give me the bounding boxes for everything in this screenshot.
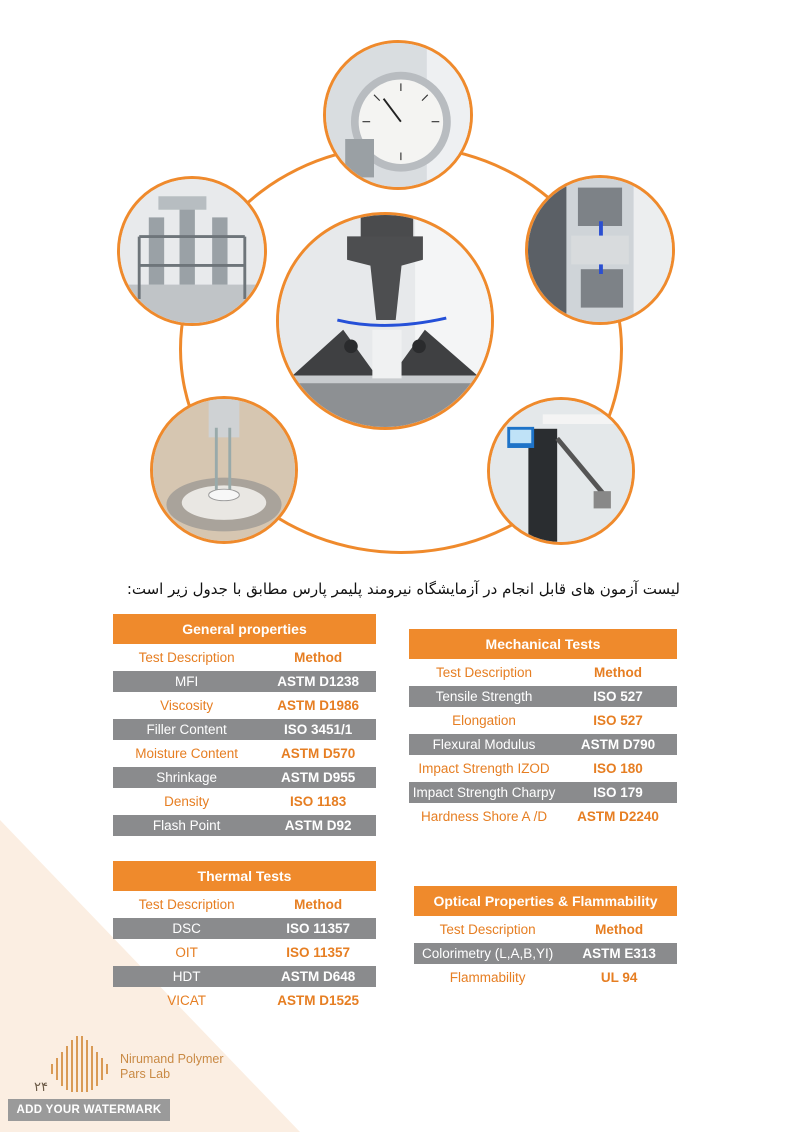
table-row: [414, 943, 677, 964]
test-method: ASTM E313: [582, 946, 656, 961]
test-description: Density: [164, 794, 210, 809]
header-method: Method: [294, 650, 343, 665]
test-description: Impact Strength Charpy: [412, 785, 556, 800]
test-method: ISO 179: [593, 785, 643, 800]
table-row: [113, 990, 376, 1011]
test-method: ASTM D790: [580, 737, 656, 752]
table-row: [409, 686, 677, 707]
table-title: Optical Properties & Flammability: [414, 886, 677, 916]
table-row: [113, 719, 376, 740]
table-row: [409, 782, 677, 803]
table-intro-heading: لیست آزمون های قابل انجام در آزمایشگاه نیرومند پلیمر پارس مطابق با جدول زیر است:: [126, 580, 680, 598]
table-row: [113, 942, 376, 963]
table-row: [409, 734, 677, 755]
test-description: Tensile Strength: [435, 689, 533, 704]
test-description: Viscosity: [160, 698, 214, 713]
test-description: Impact Strength IZOD: [418, 761, 550, 776]
table-header-row: [409, 662, 677, 683]
test-description: Shrinkage: [156, 770, 218, 785]
table-row: [113, 767, 376, 788]
melt-flow-apparatus-photo: [117, 176, 267, 326]
test-description: Elongation: [452, 713, 516, 728]
test-method: ISO 180: [593, 761, 643, 776]
page-number: ۲۴: [34, 1080, 48, 1095]
logo-line-1: Nirumand Polymer: [120, 1052, 224, 1066]
header-method: Method: [594, 665, 643, 680]
test-description: HDT: [172, 969, 201, 984]
test-method: ASTM D648: [280, 969, 356, 984]
optical-flammability-table: [414, 886, 677, 988]
test-description: DSC: [172, 921, 201, 936]
table-header-row: [414, 919, 677, 940]
test-method: ISO 3451/1: [283, 722, 353, 737]
test-method: ISO 1183: [289, 794, 347, 809]
header-method: Method: [595, 922, 644, 937]
test-description: Moisture Content: [135, 746, 239, 761]
table-row: [409, 806, 677, 827]
test-method: ASTM D570: [280, 746, 356, 761]
test-method: ASTM D1525: [277, 993, 360, 1008]
table-row: [113, 791, 376, 812]
test-method: ASTM D2240: [577, 809, 659, 824]
test-method: ASTM D92: [284, 818, 352, 833]
test-method: ISO 11357: [286, 945, 351, 960]
table-row: [113, 966, 376, 987]
table-row: [113, 743, 376, 764]
thermal-tests-table: [113, 861, 376, 1011]
test-description: Filler Content: [146, 722, 227, 737]
impact-tester-photo: [487, 397, 635, 545]
test-method: ASTM D1986: [277, 698, 360, 713]
test-method: ISO 527: [593, 689, 643, 704]
test-description: VICAT: [167, 993, 207, 1008]
lab-logo-text: [120, 1052, 224, 1082]
logo-line-2: Pars Lab: [120, 1067, 171, 1081]
header-description: Test Description: [138, 650, 235, 665]
table-row: [409, 710, 677, 731]
tensile-tester-photo: [525, 175, 675, 325]
test-method: ASTM D955: [280, 770, 356, 785]
test-method: UL 94: [600, 970, 638, 985]
table-header-row: [113, 894, 376, 915]
table-row: [113, 815, 376, 836]
test-description: OIT: [175, 945, 198, 960]
table-row: [113, 671, 376, 692]
table-row: [113, 918, 376, 939]
table-row: [113, 695, 376, 716]
table-title: Mechanical Tests: [409, 629, 677, 659]
test-description: Flexural Modulus: [432, 737, 536, 752]
header-method: Method: [294, 897, 343, 912]
table-title: Thermal Tests: [113, 861, 376, 891]
header-description: Test Description: [436, 665, 533, 680]
header-description: Test Description: [138, 897, 235, 912]
table-row: [409, 758, 677, 779]
header-description: Test Description: [439, 922, 536, 937]
test-description: MFI: [175, 674, 199, 689]
test-description: Colorimetry (L,A,B,YI): [421, 946, 554, 961]
lab-logo-icon: [46, 1034, 116, 1094]
test-description: Flash Point: [152, 818, 221, 833]
table-header-row: [113, 647, 376, 668]
test-method: ISO 11357: [286, 921, 351, 936]
general-properties-table: [113, 614, 376, 836]
table-row: [414, 967, 677, 988]
flexural-test-photo: [276, 212, 494, 430]
mechanical-tests-table: [409, 629, 677, 827]
watermark-badge: ADD YOUR WATERMARK: [8, 1099, 170, 1121]
table-title: General properties: [113, 614, 376, 644]
test-method: ISO 527: [593, 713, 643, 728]
test-method: ASTM D1238: [277, 674, 360, 689]
viscometer-photo: [150, 396, 298, 544]
test-description: Hardness Shore A /D: [421, 809, 548, 824]
hardness-gauge-photo: [323, 40, 473, 190]
test-description: Flammability: [449, 970, 526, 985]
